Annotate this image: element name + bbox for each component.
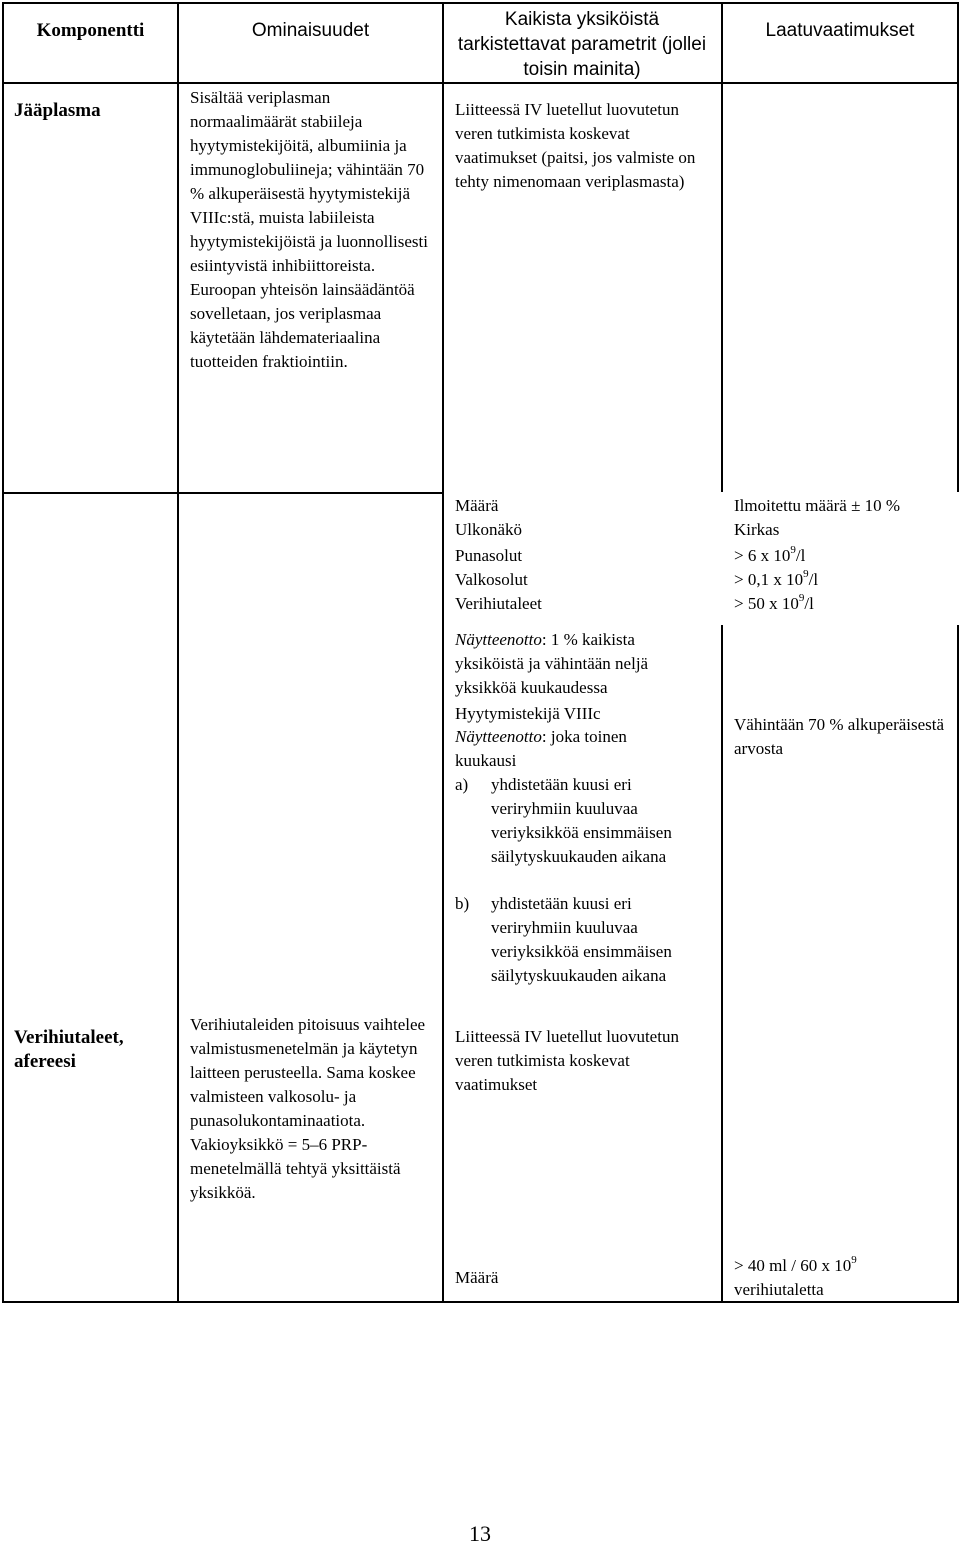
table-left-border xyxy=(2,2,4,1303)
row-separator xyxy=(2,492,444,494)
req-verihiutaleet: > 50 x $10^9/l$ xyxy=(734,592,814,613)
param-verihiutaleet: Verihiutaleet xyxy=(455,594,542,613)
table-right-border-lower xyxy=(957,625,959,1301)
sampling-1: Näytteenotto: 1 % kaikista yksiköistä ja vähintään neljä yksikköä kuukaudessa xyxy=(455,630,649,697)
item-a-label: a) xyxy=(455,775,469,794)
col-divider-3-lower xyxy=(721,625,723,1301)
sampling-2: Näytteenotto: joka toinen kuukausi xyxy=(455,727,627,770)
header-laatuvaatimukset: Laatuvaatimukset xyxy=(765,20,915,41)
factor-viiic: Hyytymistekijä VIIIc xyxy=(455,704,601,723)
req-valkosolut: > 0,1 x $10^9/l$ xyxy=(734,568,819,589)
jaaplasma-description: Sisältää veriplasman normaalimäärät stabiileja hyytymistekijöitä, albumiinia ja immunoglobuliineja; vähintään 70 % alkuperäisestä hyytymistekijä VIIIc:stä, muista labiileista hyytymistekijöistä ja luonnollisesti esiintyvistä inhibiittoreista. Euroopan yhteisön lainsäädäntöä sovelletaan, jos veriplasmaa käytetään lähdemateriaalina tuotteiden fraktiointiin. xyxy=(190,88,428,371)
item-a-text: yhdistetään kuusi eri veriryhmiin kuuluvaa veriyksikköä ensimmäisen säilytyskuukauden aikana xyxy=(491,775,672,866)
col-divider-2 xyxy=(442,2,444,1303)
page-number: 13 xyxy=(469,1521,491,1546)
header-komponentti: Komponentti xyxy=(36,20,145,41)
verihiutaleet-description: Verihiutaleiden pitoisuus vaihtelee valmistusmenetelmän ja käytetyn laitteen perusteella. Sama koskee valmisteen valkosolu- ja punasolukontaminaatiota. Vakioyksikkö = 5–6 PRP-menetelmällä tehtyä yksittäistä yksikköä. xyxy=(190,1015,426,1202)
param-volume: Määrä xyxy=(455,1268,499,1287)
item-b-label: b) xyxy=(455,894,470,913)
header-ominaisuudet: Ominaisuudet xyxy=(251,20,370,41)
col-divider-3 xyxy=(721,2,723,492)
item-b-text: yhdistetään kuusi eri veriryhmiin kuuluvaa veriyksikköä ensimmäisen säilytyskuukauden aikana xyxy=(491,894,672,985)
req-punasolut: > 6 x $10^9/l$ xyxy=(734,544,806,565)
verihiutaleet-parameters: Liitteessä IV luetellut luovutetun veren tutkimista koskevat vaatimukset xyxy=(455,1027,679,1094)
param-valkosolut: Valkosolut xyxy=(455,570,528,589)
component-jaaplasma: Jääplasma xyxy=(14,100,101,121)
jaaplasma-parameters: Liitteessä IV luetellut luovutetun veren tutkimista koskevat vaatimukset (paitsi, jos valmiste on tehty nimenomaan veriplasmasta) xyxy=(455,100,696,191)
factor-requirement: Vähintään 70 % alkuperäisestä arvosta xyxy=(734,715,945,758)
header-parametrit: Kaikista yksiköistä tarkistettavat parametrit (jollei toisin mainita) xyxy=(457,9,707,80)
param-punasolut: Punasolut xyxy=(455,546,523,565)
component-verihiutaleet: Verihiutaleet, afereesi xyxy=(14,1027,124,1072)
col-divider-1 xyxy=(177,2,179,1303)
param-ulkonako: Ulkonäkö xyxy=(455,520,523,539)
table-top-border xyxy=(2,2,959,4)
header-bottom-border xyxy=(2,82,959,84)
req-ulkonako: Kirkas xyxy=(734,520,780,539)
req-volume: > 40 ml / 60 x $10^9$ verihiutaletta xyxy=(734,1254,857,1299)
req-maara: Ilmoitettu määrä ± 10 % xyxy=(734,496,901,515)
table-right-border xyxy=(957,2,959,492)
param-maara: Määrä xyxy=(455,496,499,515)
